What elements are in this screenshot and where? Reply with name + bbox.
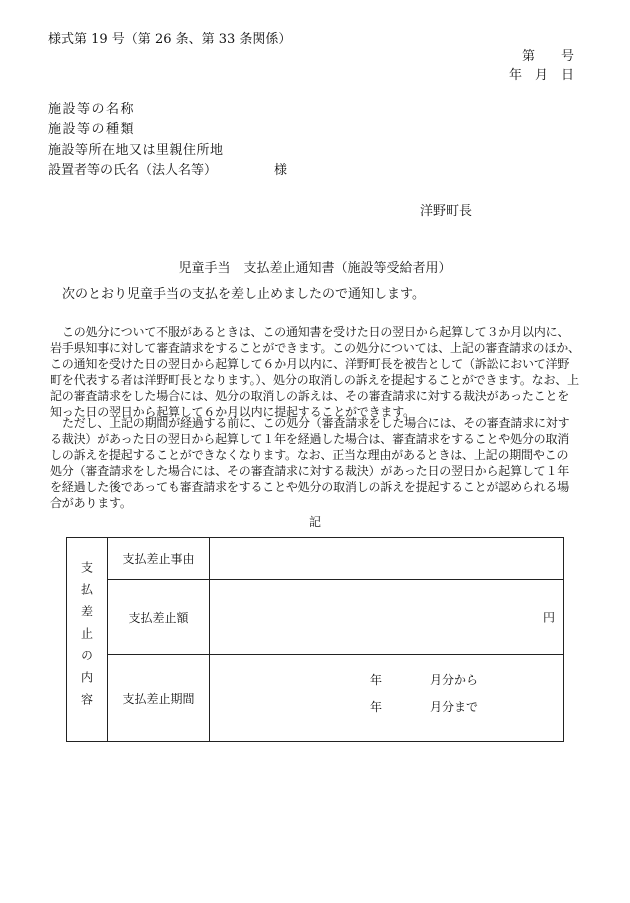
form-number: 様式第 19 号（第 26 条、第 33 条関係） bbox=[48, 32, 292, 47]
period-value bbox=[210, 655, 564, 742]
period-label: 支払差止期間 bbox=[108, 655, 210, 742]
honorific: 様 bbox=[274, 163, 288, 178]
amount-label: 支払差止額 bbox=[108, 580, 210, 655]
facility-name-label: 施設等の名称 bbox=[48, 102, 136, 117]
facility-address-label: 施設等所在地又は里親住所地 bbox=[48, 143, 224, 158]
period-start bbox=[370, 671, 478, 688]
founder-name-label: 設置者等の氏名（法人名等） bbox=[48, 163, 218, 178]
period-start-year: 年 bbox=[370, 673, 383, 687]
reason-value bbox=[210, 538, 564, 580]
period-start-suffix: 月分から bbox=[430, 673, 479, 687]
document-title: 児童手当 支払差止通知書（施設等受給者用） bbox=[178, 261, 452, 276]
side-label: 支払差止の内容 bbox=[79, 561, 94, 715]
issuer-name: 洋野町長 bbox=[420, 204, 473, 219]
appeal-notice-paragraph-1: この処分について不服があるときは、この通知書を受けた日の翌日から起算して３か月以内に、岩手県知事に対して審査請求をすることができます。この処分については、上記の審査請求のほか、この通知を受けた日の翌日から起算して６か月以内に、洋野町長を被告として（訴訟において洋野町を代表する者は洋野町長となります。）、処分の取消しの訴えを提起することができます。なお、上記の審査請求をした場合には、処分の取消しの訴えは、その審査請求に対する裁決があったことを知った日の翌日から起算して６か月以内に提起することができます。 bbox=[50, 325, 580, 419]
amount-value bbox=[210, 580, 564, 655]
document-date: 年 月 日 bbox=[508, 68, 574, 83]
period-end-suffix: 月分まで bbox=[430, 700, 479, 714]
reason-label: 支払差止事由 bbox=[108, 538, 210, 580]
amount-unit: 円 bbox=[542, 610, 555, 625]
side-label-cell bbox=[67, 538, 108, 742]
period-end-year: 年 bbox=[370, 700, 383, 714]
details-table bbox=[66, 537, 564, 742]
period-end bbox=[370, 698, 478, 715]
document-number: 第 号 bbox=[521, 49, 574, 64]
intro-text: 次のとおり児童手当の支払を差し止めましたので通知します。 bbox=[62, 287, 425, 302]
ki-heading: 記 bbox=[308, 515, 321, 529]
facility-type-label: 施設等の種類 bbox=[48, 122, 136, 137]
appeal-notice-paragraph-2: ただし、上記の期間が経過する前に、この処分（審査請求をした場合には、その審査請求に対する裁決）があった日の翌日から起算して１年を経過した場合は、審査請求をすることや処分の取消しの訴えを提起することができなくなります。なお、正当な理由があるときは、上記の期間やこの処分（審査請求をした場合には、その審査請求に対する裁決）があった日の翌日から起算して１年を経過した後であっても審査請求をすることや処分の取消しの訴えを提起することが認められる場合があります。 bbox=[50, 416, 570, 510]
